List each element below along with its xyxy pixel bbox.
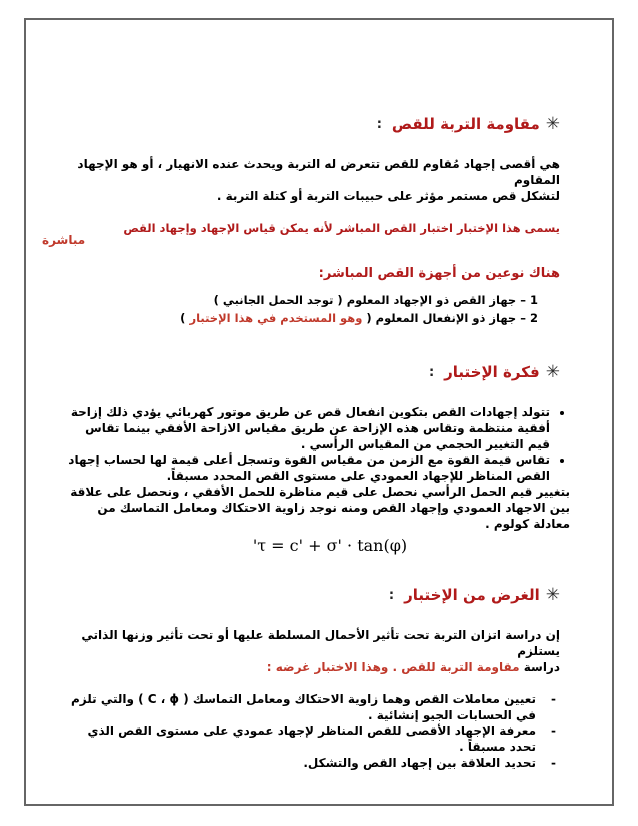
purpose-intro-highlight: مقاومة التربة للقص . وهذا الاختبار غرضه : [266, 660, 520, 674]
purpose-intro-plain: دراسة [523, 660, 560, 674]
purpose-list [60, 691, 560, 771]
heading-text: الغرض من الإختبار [404, 586, 540, 604]
device-type-1-text: – جهاز القص ذو الإجهاد المعلوم ( توجد الحمل الجانبي ) [213, 293, 526, 307]
heading-text: فكرة الإختبار [444, 363, 540, 381]
document-body [42, 108, 570, 771]
test-idea-continuation: بتغيير قيم الحمل الرأسي نحصل على قيم مناظرة للحمل الأفقي ، ونحصل على علاقة بين الاجهاد العمودي وإجهاد القص ومنه نوجد زاوية الاحتكاك ومعامل التماسك من معادلة كولوم . [70, 485, 570, 531]
devices-heading: هناك نوعين من أجهزة القص المباشر: [318, 266, 560, 281]
section-heading-test-idea [60, 362, 560, 382]
star-icon: ✳ [545, 114, 560, 134]
heading-colon: : [376, 116, 382, 132]
test-idea-bullet-2 [60, 452, 550, 484]
device-type-2-highlight: وهو المستخدم في هذا الإختبار [189, 311, 363, 325]
section-heading-shear-strength [60, 114, 560, 134]
device-types-list [60, 292, 560, 326]
heading-colon: : [388, 587, 395, 603]
definition-line-1: هي أقصى إجهاد مُقاوم للقص تتعرض له التربة ويحدث عنده الانهيار ، أو هو الإجهاد المقاوم [77, 157, 560, 187]
purpose-item-1: - تعيين معاملات القص وهما زاوية الاحتكاك ومعامل التماسك ( C ، ϕ ) والتي تلزم في الحسابات الجيو إنشائية . [60, 691, 536, 723]
definition-line-2: لتشكل قص مستمر مؤثر على حبيبات التربة أو كتلة التربة . [216, 189, 560, 203]
test-idea-bullet-2a: تقاس قيمة القوة مع الزمن من مقياس القوة وتسجل أعلى قيمة لها لحساب إجهاد القص المناظر للإجهاد العمودي على مستوى القص المحدد مسبقاً. [68, 453, 550, 483]
device-type-2-close: ) [180, 311, 186, 325]
section-heading-test-purpose [60, 585, 560, 605]
purpose-intro [60, 627, 560, 675]
device-type-2-number: 2 [529, 311, 538, 325]
coulomb-formula: 'τ = c' + σ' · tan(φ) [252, 536, 408, 555]
device-type-1 [60, 292, 538, 308]
heading-text: مقاومة التربة للقص [391, 115, 540, 133]
test-idea-list [60, 404, 570, 484]
direct-shear-note [42, 220, 560, 248]
test-idea-bullet-1: • تتولد إجهادات القص بتكوين انفعال قص عن طريق موتور كهربائي يؤدي ذلك إزاحة أفقية منتظمة وتقاس هذه الإزاحة عن طريق مقياس الازاحة الأفقي بينما تقاس قيم التغيير الحجمي من المقياس الرأسي . [60, 404, 550, 452]
purpose-item-2: - معرفة الإجهاد الأقصى للقص المناظر لإجهاد عمودي على مستوى القص الذي تحدد مسبقاً . [60, 723, 536, 755]
star-icon: ✳ [545, 585, 560, 605]
direct-note-tail: مباشرة [42, 233, 86, 247]
device-type-2-text: – جهاز ذو الإنفعال المعلوم ( [366, 311, 526, 325]
definition-paragraph [60, 156, 560, 204]
purpose-item-3: - تحديد العلاقة بين إجهاد القص والتشكل. [60, 755, 536, 771]
purpose-intro-line-2 [60, 659, 560, 675]
purpose-intro-line-1: إن دراسة اتزان التربة تحت تأثير الأحمال المسلطة عليها أو تحت تأثير وزنها الذاتي يستلزم [81, 628, 560, 658]
star-icon: ✳ [545, 362, 560, 382]
direct-note-main: يسمى هذا الإختبار اختبار القص المباشر لأنه يمكن قياس الإجهاد وإجهاد القص [123, 221, 560, 235]
heading-colon: : [428, 364, 435, 380]
device-type-1-number: 1 [529, 293, 538, 307]
device-type-2 [60, 310, 538, 326]
